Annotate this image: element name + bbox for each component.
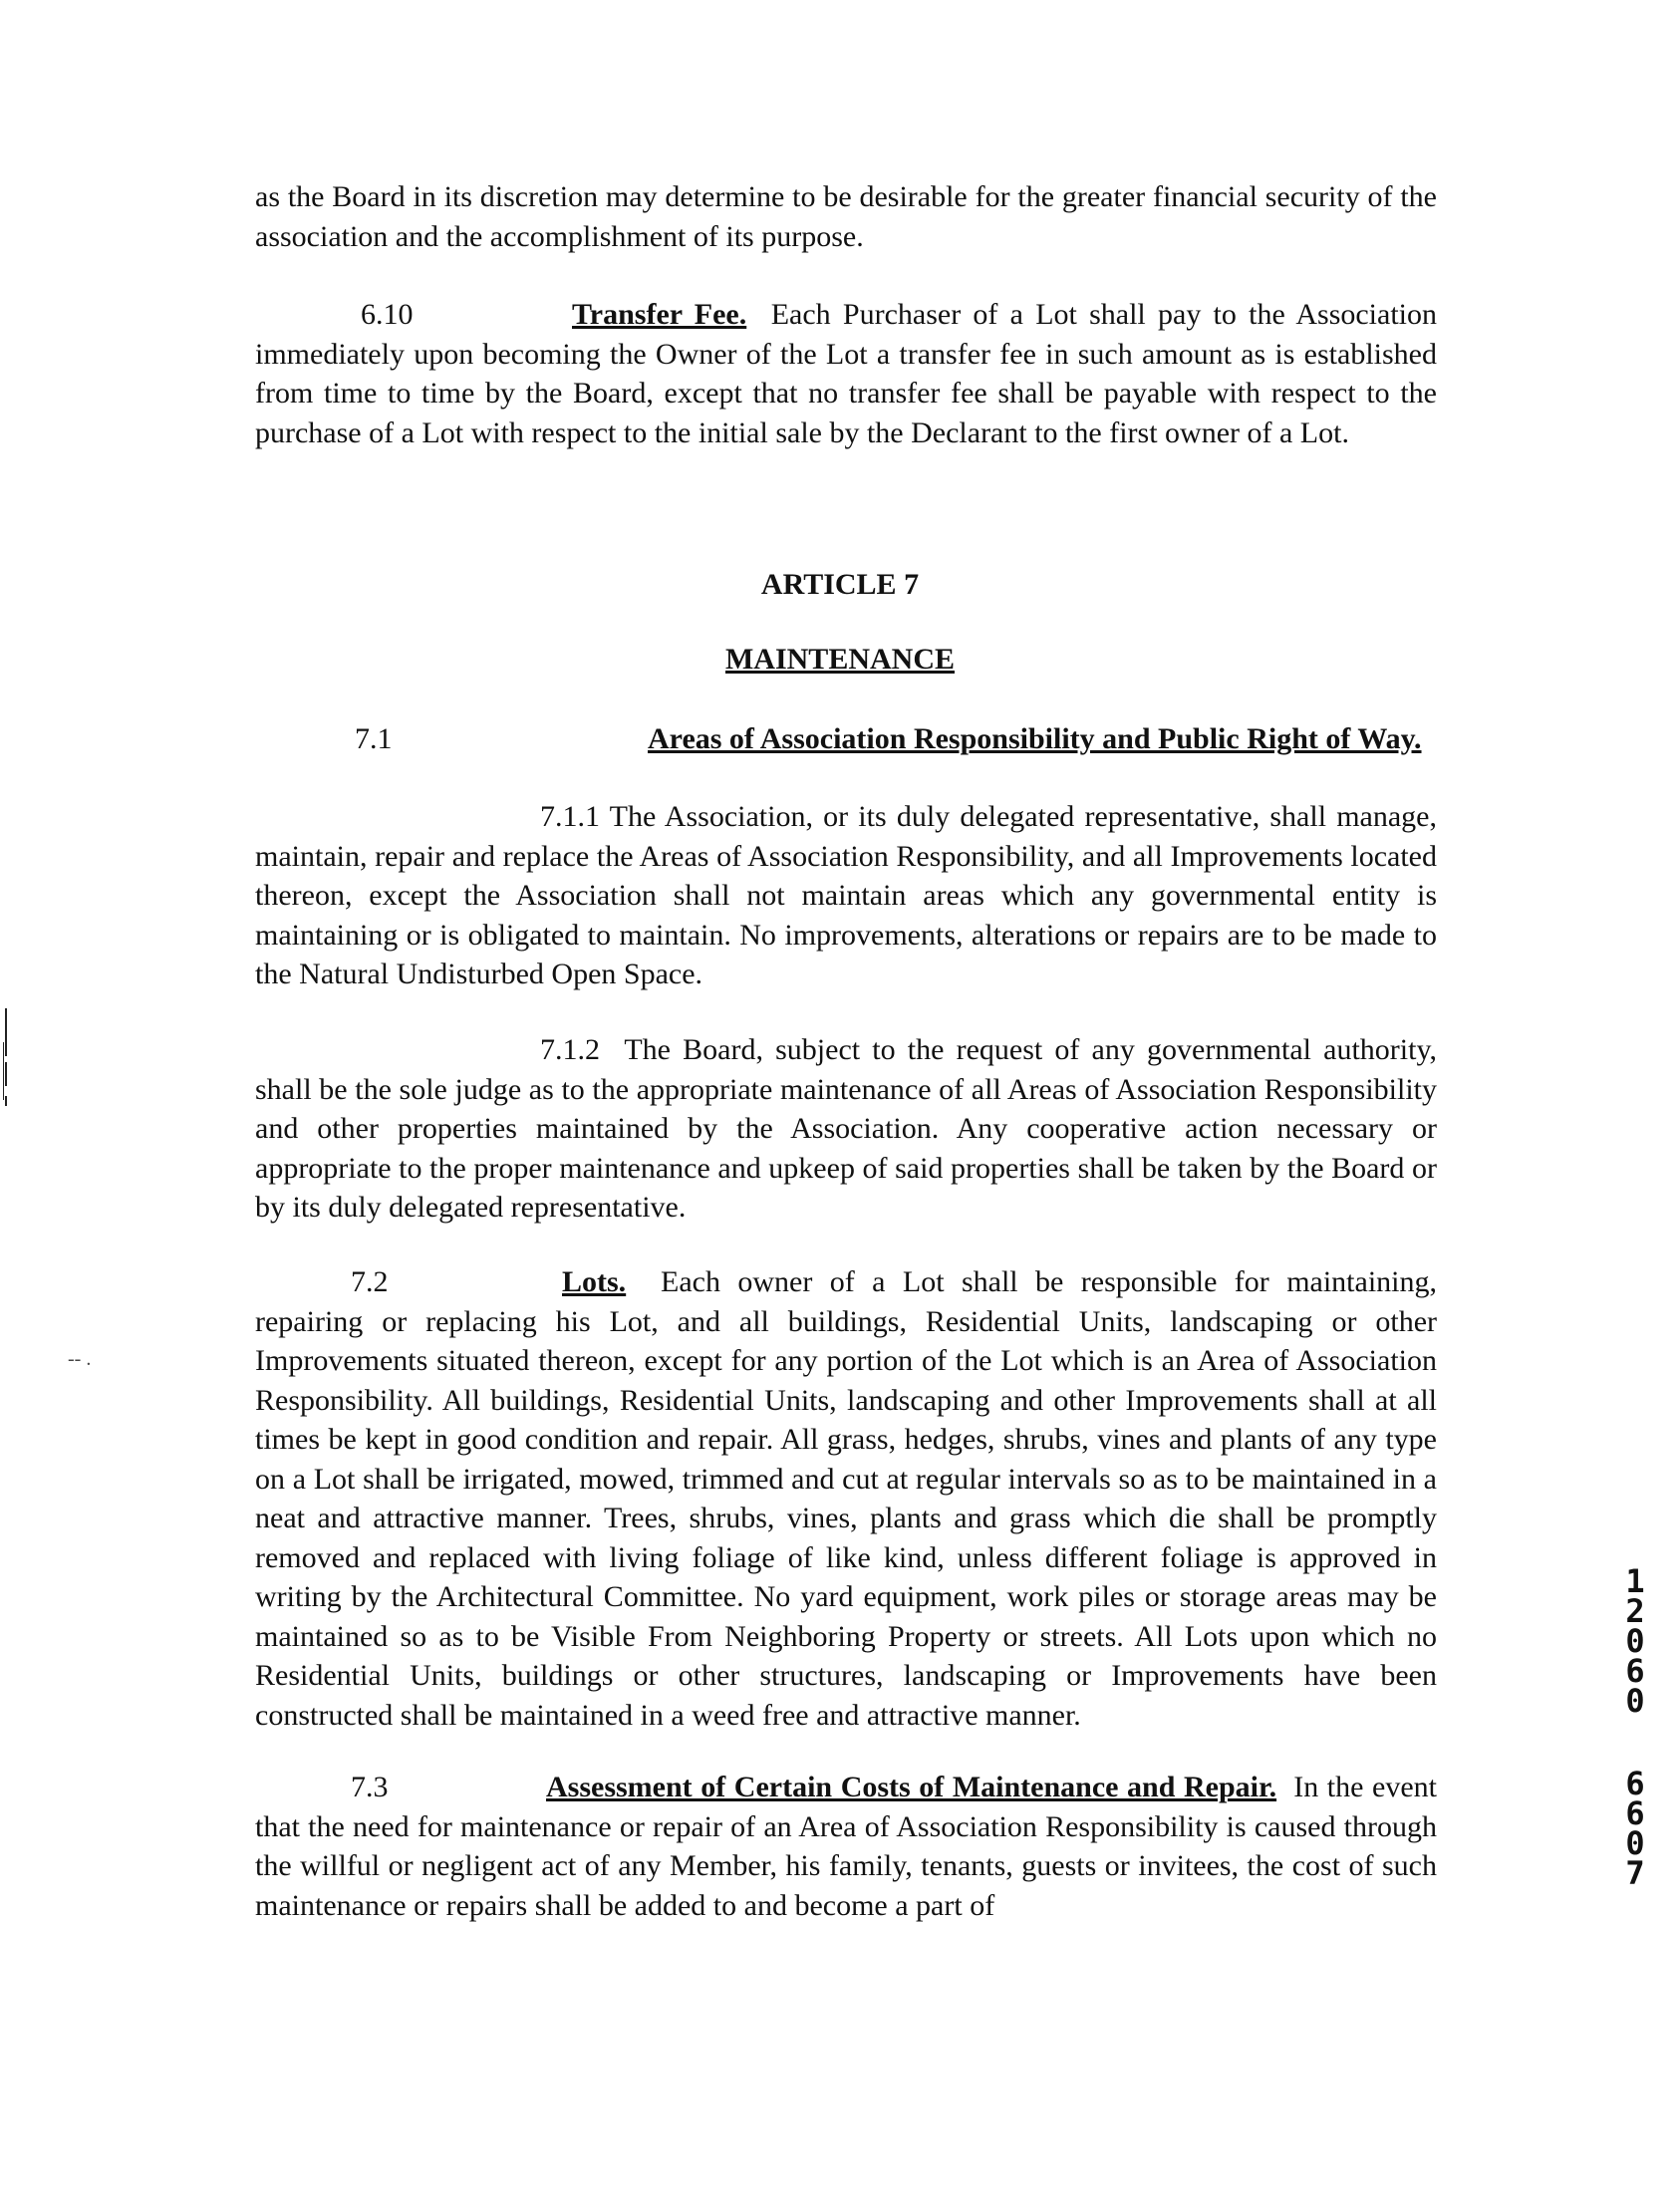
section-6-10 bbox=[255, 295, 1437, 452]
section-7-1-1 bbox=[255, 797, 1437, 994]
stamp-digit: 6 bbox=[1625, 1652, 1645, 1690]
intro-paragraph: as the Board in its discretion may determine to be desirable for the greater financial security of the association and the accomplishment of its purpose. bbox=[255, 180, 1437, 253]
section-text: The Association, or its duly delegated representative, shall manage, maintain, repair and replace the Areas of Association Responsibility, and all Improvements located thereon, except the Association shall not maintain areas which any governmental entity is maintaining or is obligated to maintain. No improvements, alterations or repairs are to be made to the Natural Undisturbed Open Space. bbox=[255, 800, 1437, 990]
revision-bar bbox=[5, 1062, 7, 1086]
recording-number-bottom bbox=[1620, 1765, 1650, 1892]
recording-number-top bbox=[1620, 1562, 1650, 1720]
stamp-digit: 7 bbox=[1625, 1854, 1645, 1892]
stamp-digit: 0 bbox=[1625, 1824, 1645, 1862]
section-number: 7.3 bbox=[351, 1771, 389, 1803]
section-heading: Transfer Fee. bbox=[572, 298, 747, 331]
section-number: 6.10 bbox=[361, 298, 414, 331]
section-heading: Areas of Association Responsibility and Public Right of Way. bbox=[648, 722, 1422, 755]
section-number: 7.1.1 bbox=[540, 800, 600, 833]
section-7-2 bbox=[255, 1262, 1437, 1735]
stamp-digit: 2 bbox=[1625, 1592, 1645, 1630]
section-text: Each owner of a Lot shall be responsible for maintaining, repairing or replacing his Lot, and all buildings, Residential Units, landscaping or other Improvements situated thereon, except for any portion of the Lot which is an Area of Association Responsibility. All buildings, Residential Units, landscaping and other Improvements shall at all times be kept in good condition and repair. All grass, hedges, shrubs, vines and plants of any type on a Lot shall be irrigated, mowed, trimmed and cut at regular intervals so as to be maintained in a neat and attractive manner. Trees, shrubs, vines, plants and grass which die shall be promptly removed and replaced with living foliage of like kind, unless different foliage is approved in writing by the Architectural Committee. No yard equipment, work piles or storage areas may be maintained so as to be Visible From Neighboring Property or streets. All Lots upon which no Residential Units, buildings or other structures, landscaping or Improvements have been constructed shall be maintained in a weed free and attractive manner. bbox=[255, 1265, 1438, 1732]
revision-bar bbox=[5, 1096, 7, 1106]
section-text: The Board, subject to the request of any governmental authority, shall be the sole judge as to the appropriate maintenance of all Areas of Association Responsibility and other properties maintained by the Association. Any cooperative action necessary or appropriate to the proper maintenance and upkeep of said properties shall be taken by the Board or by its duly delegated representative. bbox=[255, 1033, 1437, 1224]
margin-mark: -- . bbox=[68, 1348, 92, 1370]
section-number: 7.1 bbox=[355, 722, 393, 755]
section-heading: Lots. bbox=[562, 1265, 627, 1298]
section-text: Each Purchaser of a Lot shall pay to the Association immediately upon becoming the Owner of the Lot a transfer fee in such amount as is established from time to time by the Board, except that no transfer fee shall be payable with respect to the purchase of a Lot with respect to the initial sale by the Declarant to the first owner of a Lot. bbox=[255, 298, 1438, 449]
article-title: MAINTENANCE bbox=[724, 643, 955, 676]
article-label: ARTICLE 7 bbox=[760, 568, 920, 601]
section-7-1 bbox=[255, 719, 1437, 759]
section-heading: Assessment of Certain Costs of Maintenance and Repair. bbox=[546, 1771, 1277, 1803]
stamp-digit: 6 bbox=[1625, 1765, 1645, 1802]
section-number: 7.2 bbox=[351, 1265, 389, 1298]
section-number: 7.1.2 bbox=[540, 1033, 600, 1066]
revision-bar bbox=[5, 1008, 7, 1056]
section-text: In the event that the need for maintenance or repair of an Area of Association Responsibility is caused through the willful or negligent act of any Member, his family, tenants, guests or invitees, the cost of such maintenance or repairs shall be added to and become a part of bbox=[255, 1771, 1437, 1922]
section-7-3 bbox=[255, 1768, 1437, 1925]
section-7-1-2 bbox=[255, 1030, 1437, 1228]
stamp-digit: 0 bbox=[1625, 1622, 1645, 1660]
stamp-digit: 6 bbox=[1625, 1794, 1645, 1832]
revision-bar bbox=[3, 1042, 4, 1100]
stamp-digit: 0 bbox=[1625, 1682, 1645, 1720]
stamp-digit: 1 bbox=[1625, 1562, 1645, 1600]
